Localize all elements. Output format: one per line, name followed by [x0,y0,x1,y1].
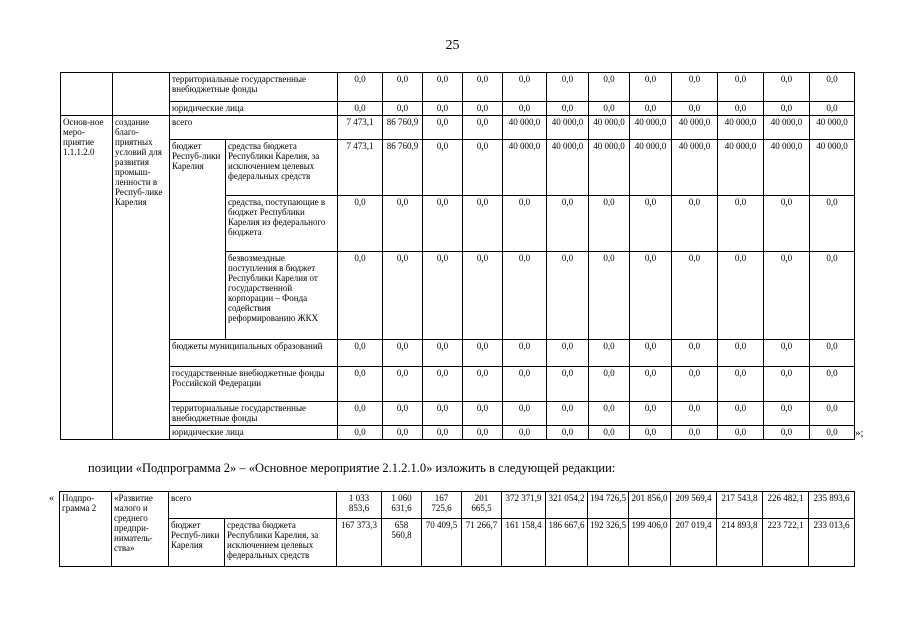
value-cell: 192 326,5 [588,519,629,567]
funding-table-1 [60,72,855,440]
value-cell: 0,0 [810,340,855,367]
value-cell: 40 000,0 [547,140,589,196]
value-cell: 0,0 [589,340,630,367]
value-cell: 40 000,0 [810,140,855,196]
value-cell: 0,0 [630,402,672,426]
value-cell: 0,0 [764,196,810,252]
value-cell: 0,0 [423,340,463,367]
value-cell: 0,0 [630,340,672,367]
value-cell: 0,0 [764,73,810,102]
table1-row [61,116,855,140]
value-cell: 0,0 [338,196,383,252]
value-cell: 658 560,8 [382,519,422,567]
value-cell: 40 000,0 [503,140,547,196]
measure-code [61,73,113,116]
value-cell: 167 373,3 [337,519,382,567]
value-cell: 70 409,5 [422,519,462,567]
value-cell: 0,0 [810,402,855,426]
value-cell: 0,0 [764,426,810,440]
value-cell: 0,0 [383,426,423,440]
value-cell: 0,0 [810,73,855,102]
value-cell: 0,0 [589,73,630,102]
value-cell: 71 266,7 [462,519,502,567]
value-cell: 40 000,0 [764,140,810,196]
value-cell: 40 000,0 [672,116,718,140]
row-sublabel: безвозмездные поступления в бюджет Республики Карелия от государственной корпорации – Фонда содействия реформированию ЖКХ [226,252,338,340]
value-cell: 0,0 [764,402,810,426]
value-cell: 40 000,0 [503,116,547,140]
value-cell: 0,0 [463,367,503,402]
value-cell: 1 060 631,6 [382,492,422,519]
row-label: юридические лица [170,426,338,440]
value-cell: 86 760,9 [383,140,423,196]
value-cell: 0,0 [503,340,547,367]
value-cell: 0,0 [718,340,764,367]
value-cell: 0,0 [383,340,423,367]
table1-row [61,340,855,367]
table2-row-total [60,492,855,519]
value-cell: 0,0 [547,340,589,367]
value-cell: 86 760,9 [383,116,423,140]
value-cell: 40 000,0 [589,116,630,140]
value-cell: 0,0 [463,140,503,196]
table1-row [61,402,855,426]
value-cell: 0,0 [463,102,503,116]
value-cell: 0,0 [423,426,463,440]
value-cell: 0,0 [630,73,672,102]
value-cell: 0,0 [423,102,463,116]
row-label: бюджеты муниципальных образований [170,340,338,367]
value-cell: 0,0 [547,102,589,116]
table1-row [61,140,855,196]
value-cell: 0,0 [503,102,547,116]
value-cell: 223 722,1 [763,519,809,567]
value-cell: 0,0 [383,367,423,402]
row-label: юридические лица [170,102,338,116]
value-cell: 0,0 [503,73,547,102]
value-cell: 0,0 [383,252,423,340]
value-cell: 0,0 [547,73,589,102]
measure-code: Основ-ное меро-приятие 1.1.1.2.0 [61,116,113,440]
value-cell: 217 543,8 [717,492,763,519]
row-label: всего [169,492,337,519]
value-cell: 0,0 [547,252,589,340]
value-cell: 0,0 [338,402,383,426]
value-cell: 226 482,1 [763,492,809,519]
row-label: всего [170,116,338,140]
value-cell: 0,0 [718,367,764,402]
row-sublabel: средства бюджета Республики Карелия, за исключением целевых федеральных средств [226,140,338,196]
value-cell: 0,0 [672,340,718,367]
value-cell: 0,0 [383,402,423,426]
value-cell: 40 000,0 [764,116,810,140]
subprogram-code: Подпро-грамма 2 [60,492,112,567]
value-cell: 7 473,1 [338,140,383,196]
value-cell: 0,0 [338,102,383,116]
value-cell: 0,0 [503,196,547,252]
value-cell: 0,0 [503,367,547,402]
value-cell: 40 000,0 [630,140,672,196]
value-cell: 0,0 [672,367,718,402]
value-cell: 0,0 [338,73,383,102]
value-cell: 0,0 [718,196,764,252]
value-cell: 0,0 [503,402,547,426]
value-cell: 0,0 [589,367,630,402]
value-cell: 0,0 [589,252,630,340]
value-cell: 0,0 [764,102,810,116]
closing-quote: »; [855,427,864,439]
value-cell: 0,0 [463,116,503,140]
value-cell: 40 000,0 [630,116,672,140]
value-cell: 0,0 [718,402,764,426]
value-cell: 201 665,5 [462,492,502,519]
value-cell: 0,0 [630,102,672,116]
value-cell: 0,0 [672,402,718,426]
value-cell: 40 000,0 [810,116,855,140]
value-cell: 186 667,6 [546,519,588,567]
measure-name: создание благо-приятных условий для развития промыш-ленности в Респуб-лике Карелия [113,116,170,440]
value-cell: 0,0 [383,73,423,102]
value-cell: 0,0 [672,73,718,102]
value-cell: 0,0 [383,196,423,252]
value-cell: 0,0 [503,252,547,340]
value-cell: 0,0 [463,402,503,426]
measure-name [113,73,170,116]
value-cell: 0,0 [764,367,810,402]
value-cell: 0,0 [423,196,463,252]
row-label: государственные внебюджетные фонды Российской Федерации [170,367,338,402]
value-cell: 321 054,2 [546,492,588,519]
value-cell: 7 473,1 [338,116,383,140]
value-cell: 0,0 [764,252,810,340]
value-cell: 40 000,0 [589,140,630,196]
subprogram-name: «Развитие малого и среднего предпри-ниматель-ства» [112,492,169,567]
value-cell: 0,0 [589,402,630,426]
opening-quote: « [49,493,54,504]
value-cell: 0,0 [589,426,630,440]
value-cell: 0,0 [718,73,764,102]
table1-row [61,102,855,116]
value-cell: 209 569,4 [671,492,717,519]
value-cell: 0,0 [718,426,764,440]
value-cell: 214 893,8 [717,519,763,567]
value-cell: 0,0 [338,252,383,340]
value-cell: 0,0 [810,102,855,116]
value-cell: 0,0 [423,116,463,140]
value-cell: 0,0 [764,340,810,367]
page-number: 25 [445,38,460,53]
value-cell: 194 726,5 [588,492,629,519]
value-cell: 0,0 [589,196,630,252]
value-cell: 40 000,0 [672,140,718,196]
table1-row [61,367,855,402]
row-label: бюджет Респуб-лики Карелия [169,519,225,567]
value-cell: 0,0 [630,196,672,252]
value-cell: 40 000,0 [547,116,589,140]
value-cell: 0,0 [810,196,855,252]
value-cell: 0,0 [547,426,589,440]
row-sublabel: средства бюджета Республики Карелия, за исключением целевых федеральных средств [225,519,337,567]
row-label: территориальные государственные внебюджетные фонды [170,402,338,426]
value-cell: 0,0 [463,340,503,367]
value-cell: 1 033 853,6 [337,492,382,519]
value-cell: 0,0 [547,402,589,426]
value-cell: 40 000,0 [718,140,764,196]
value-cell: 0,0 [463,196,503,252]
row-sublabel: средства, поступающие в бюджет Республики Карелия из федерального бюджета [226,196,338,252]
value-cell: 0,0 [423,140,463,196]
value-cell: 199 406,0 [629,519,671,567]
value-cell: 0,0 [338,367,383,402]
value-cell: 167 725,6 [422,492,462,519]
table1-row [61,73,855,102]
value-cell: 0,0 [547,196,589,252]
value-cell: 0,0 [810,426,855,440]
funding-table-2 [59,491,855,567]
value-cell: 0,0 [718,102,764,116]
value-cell: 372 371,9 [502,492,546,519]
value-cell: 0,0 [463,252,503,340]
value-cell: 0,0 [718,252,764,340]
value-cell: 0,0 [463,426,503,440]
value-cell: 161 158,4 [502,519,546,567]
value-cell: 0,0 [630,367,672,402]
value-cell: 0,0 [423,402,463,426]
value-cell: 0,0 [423,367,463,402]
row-label: территориальные государственные внебюджетные фонды [170,73,338,102]
value-cell: 0,0 [503,426,547,440]
value-cell: 0,0 [630,426,672,440]
value-cell: 207 019,4 [671,519,717,567]
value-cell: 0,0 [630,252,672,340]
value-cell: 40 000,0 [718,116,764,140]
value-cell: 0,0 [338,340,383,367]
table2-row-regional [60,519,855,567]
amendment-paragraph: позиции «Подпрограмма 2» – «Основное мероприятие 2.1.2.1.0» изложить в следующей редакции: [88,461,616,475]
value-cell: 0,0 [810,367,855,402]
value-cell: 0,0 [672,196,718,252]
row-label: бюджет Респуб-лики Карелия [170,140,226,340]
value-cell: 0,0 [423,252,463,340]
value-cell: 233 013,6 [809,519,855,567]
table1-row [61,426,855,440]
value-cell: 235 893,6 [809,492,855,519]
value-cell: 0,0 [547,367,589,402]
value-cell: 0,0 [423,73,463,102]
value-cell: 0,0 [672,426,718,440]
value-cell: 0,0 [338,426,383,440]
value-cell: 0,0 [463,73,503,102]
value-cell: 0,0 [810,252,855,340]
value-cell: 0,0 [589,102,630,116]
value-cell: 0,0 [383,102,423,116]
value-cell: 0,0 [672,252,718,340]
value-cell: 201 856,0 [629,492,671,519]
value-cell: 0,0 [672,102,718,116]
